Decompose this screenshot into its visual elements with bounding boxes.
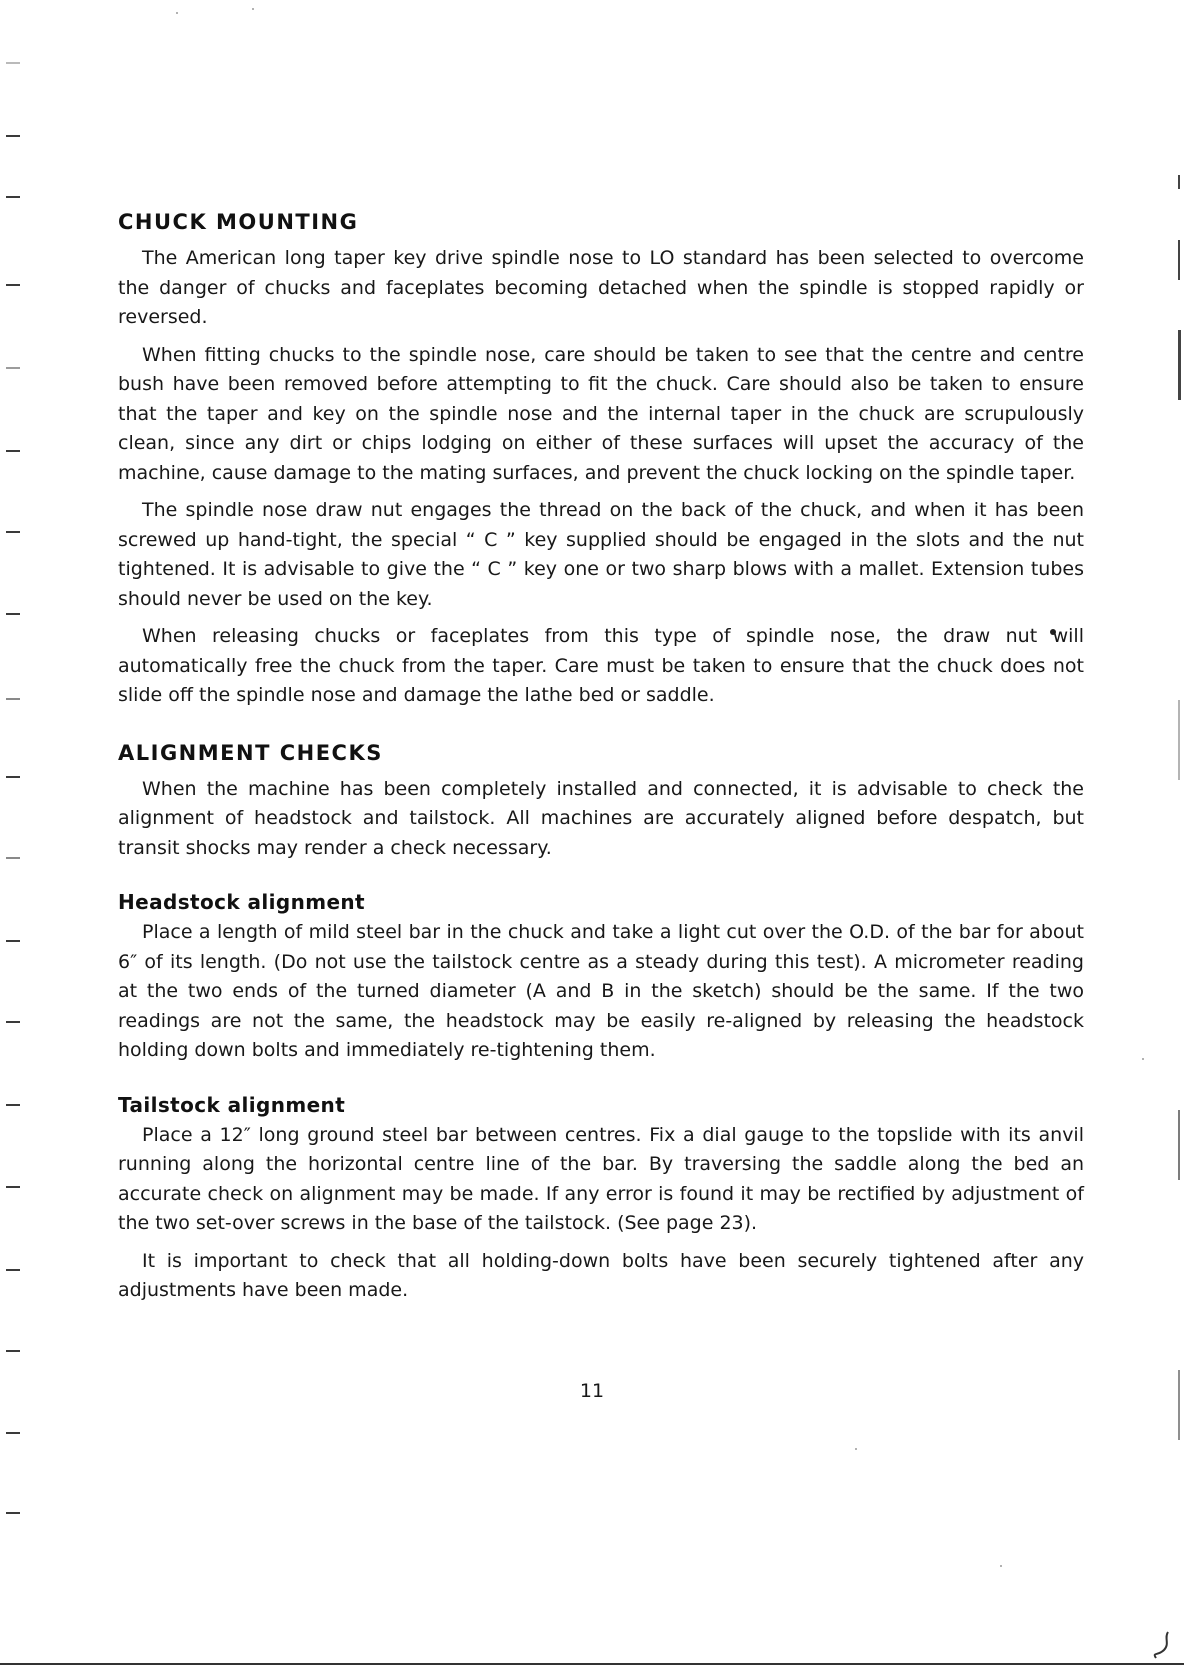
margin-mark xyxy=(6,450,20,452)
margin-mark xyxy=(6,1269,20,1271)
margin-mark xyxy=(6,62,20,64)
margin-mark xyxy=(6,1350,20,1352)
section-heading-alignment-checks: ALIGNMENT CHECKS xyxy=(118,740,383,765)
scan-speck xyxy=(855,1448,857,1450)
margin-mark xyxy=(6,1186,20,1188)
corner-curl-mark xyxy=(1150,1630,1172,1660)
scan-speck xyxy=(1000,1565,1002,1567)
paragraph: Place a length of mild steel bar in the chuck and take a light cut over the O.D. of the bar for about 6″ of its length. (Do not use the tailstock centre as a steady during this test). A micrometer reading at the two ends of the turned diameter (A and B in the sketch) should be the same. If the two readings are not the same, the headstock may be easily re-aligned by releasing the headstock holding down bolts and immediately re-tightening them. xyxy=(118,921,1084,1061)
margin-mark xyxy=(6,1021,20,1023)
paragraph: The spindle nose draw nut engages the thread on the back of the chuck, and when it has been screwed up hand-tight, the special “ C ” key supplied should be engaged in the slots and the nut tightened. It is advisable to give the “ C ” key one or two sharp blows with a mallet. Extension tubes should never be used on the key. xyxy=(118,499,1084,610)
page-content xyxy=(118,208,1084,1314)
scan-speck xyxy=(176,12,178,14)
margin-mark xyxy=(6,776,20,778)
paragraph: The American long taper key drive spindle nose to LO standard has been selected to overcome the danger of chucks and faceplates becoming detached when the spindle is stopped rapidly or reversed. xyxy=(118,247,1084,328)
scan-edge-mark xyxy=(1178,330,1181,400)
bottom-edge-line xyxy=(0,1663,1184,1665)
margin-mark xyxy=(6,857,20,859)
margin-mark xyxy=(6,531,20,533)
subsection-heading-tailstock-alignment: Tailstock alignment xyxy=(118,1092,346,1117)
margin-mark xyxy=(6,698,20,700)
margin-mark xyxy=(6,284,20,286)
scan-edge-mark xyxy=(1178,240,1180,280)
scan-speck xyxy=(1142,1058,1144,1060)
scan-edge-mark xyxy=(1178,175,1180,189)
spacer xyxy=(118,1074,1084,1092)
margin-mark xyxy=(6,940,20,942)
spacer xyxy=(118,719,1084,739)
section-heading-chuck-mounting: CHUCK MOUNTING xyxy=(118,210,359,234)
paragraph: Place a 12″ long ground steel bar between centres. Fix a dial gauge to the topslide with its anvil running along the horizontal centre line of the bar. By traversing the saddle along the bed an accurate check on alignment may be made. If any error is found it may be rectified by adjustment of the two set-over screws in the base of the tailstock. (See page 23). xyxy=(118,1123,1084,1234)
scan-edge-mark xyxy=(1178,1110,1180,1180)
margin-mark xyxy=(6,1104,20,1106)
paragraph: When the machine has been completely installed and connected, it is advisable to check the alignment of headstock and tailstock. All machines are accurately aligned before despatch, but transit shocks may render a check necessary. xyxy=(118,777,1084,859)
margin-mark xyxy=(6,1432,20,1434)
margin-mark xyxy=(6,1512,20,1514)
margin-mark xyxy=(6,135,20,137)
paragraph: When fitting chucks to the spindle nose, care should be taken to see that the centre and centre bush have been removed before attempting to fit the chuck. Care should also be taken to ensure that the taper and key on the spindle nose and the internal taper in the chuck are scrupulously clean, since any dirt or chips lodging on either of these surfaces will upset the accuracy of the machine, cause damage to the mating surfaces, and prevent the chuck locking on the spindle taper. xyxy=(118,343,1084,484)
subsection-heading-headstock-alignment: Headstock alignment xyxy=(118,890,366,914)
page-number: 11 xyxy=(579,1380,605,1402)
margin-mark xyxy=(6,196,20,198)
paragraph: It is important to check that all holding-down bolts have been securely tightened after any adjustments have been made. xyxy=(118,1249,1084,1301)
margin-mark xyxy=(6,613,20,615)
spacer xyxy=(118,871,1084,889)
scan-speck xyxy=(252,8,254,10)
margin-mark xyxy=(6,367,20,369)
scan-edge-mark xyxy=(1178,700,1180,780)
paragraph: When releasing chucks or faceplates from this type of spindle nose, the draw nut will automatically free the chuck from the taper. Care must be taken to ensure that the chuck does not slide off the spindle nose and damage the lathe bed or saddle. xyxy=(118,625,1084,706)
